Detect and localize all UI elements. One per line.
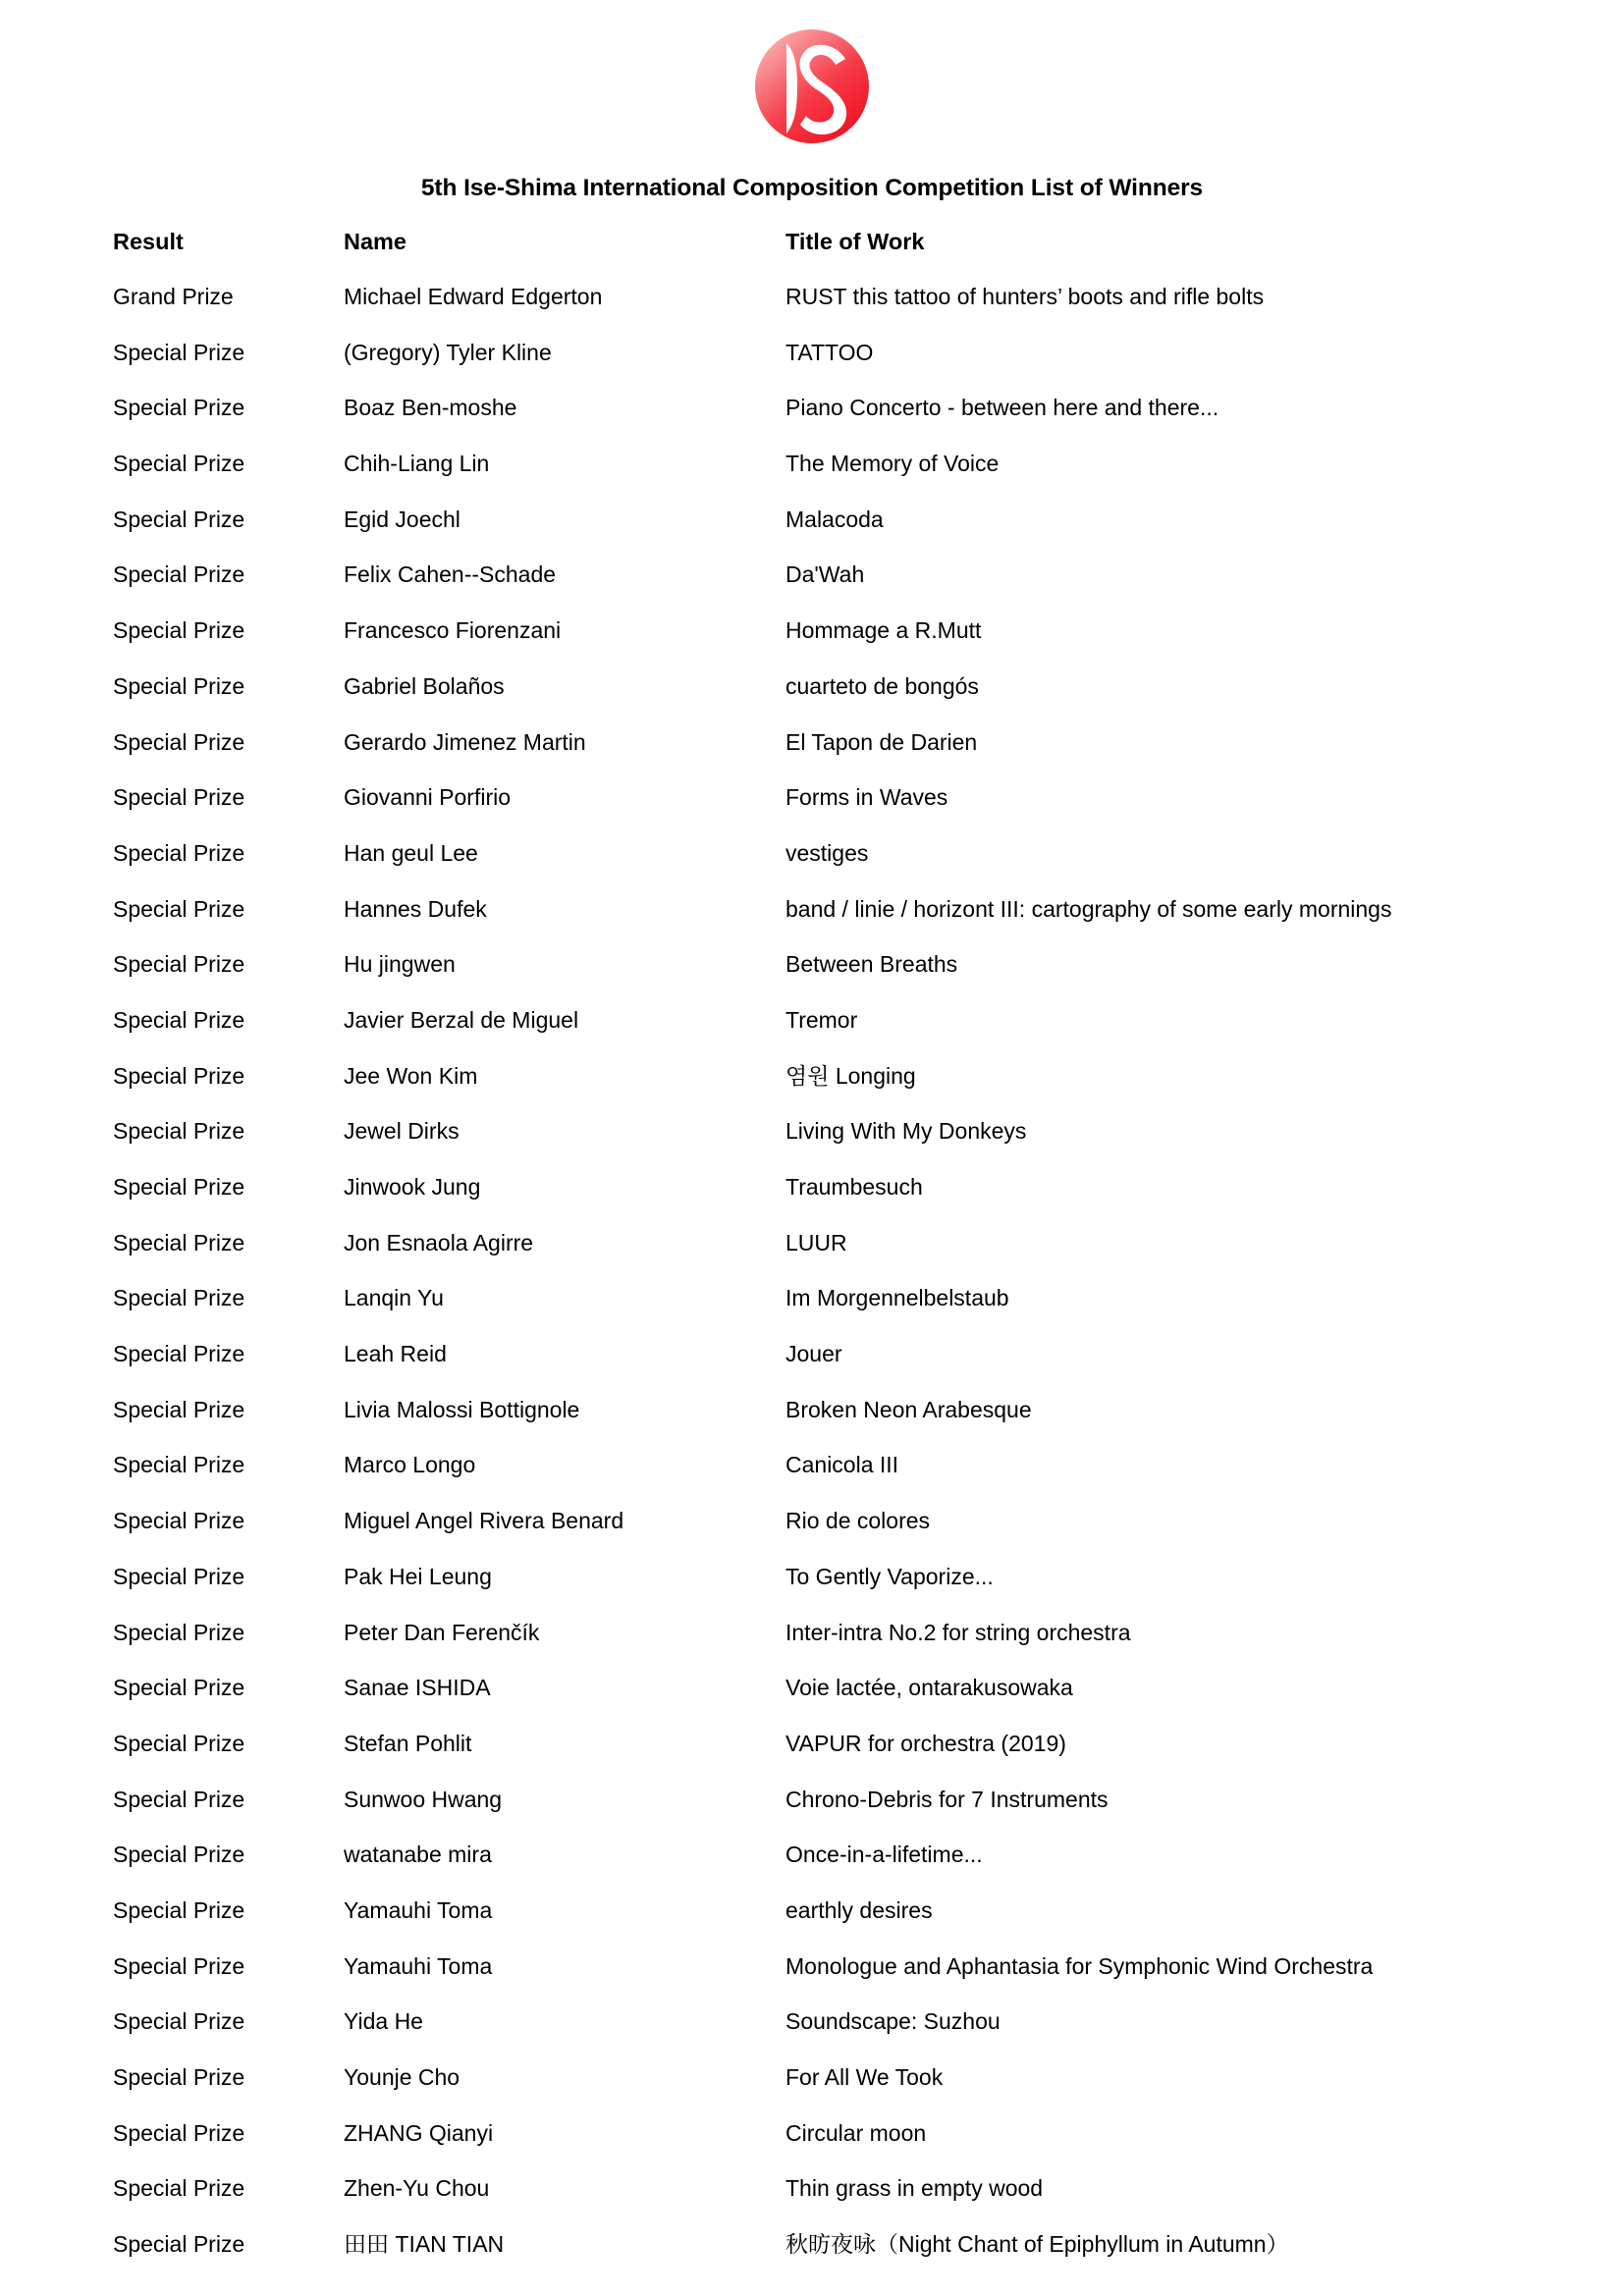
cell-name: Egid Joechl: [344, 506, 460, 532]
cell-name: Leah Reid: [344, 1341, 447, 1367]
table-row: [0, 1340, 1624, 1396]
cell-result: Special Prize: [113, 1006, 245, 1033]
cell-result: Special Prize: [113, 1842, 245, 1868]
column-header-title-of-work: Title of Work: [785, 229, 925, 254]
cell-name: Pak Hei Leung: [344, 1563, 492, 1589]
cell-title-of-work: Jouer: [785, 1341, 842, 1367]
cell-title-of-work: Once-in-a-lifetime...: [785, 1842, 983, 1868]
table-row: [0, 672, 1624, 728]
table-row: [0, 1563, 1624, 1619]
table-row: [0, 1841, 1624, 1896]
cell-result: Special Prize: [113, 451, 245, 477]
cell-title-of-work: LUUR: [785, 1229, 847, 1255]
cell-result: Special Prize: [113, 2064, 245, 2090]
cell-name: (Gregory) Tyler Kline: [344, 339, 552, 365]
table-row: [0, 1730, 1624, 1786]
cell-result: Special Prize: [113, 895, 245, 922]
cell-title-of-work: Forms in Waves: [785, 784, 948, 811]
cell-name: Peter Dan Ferenčík: [344, 1619, 540, 1645]
cell-name: Jee Won Kim: [344, 1062, 478, 1089]
cell-name: Marco Longo: [344, 1452, 476, 1478]
table-row: [0, 1396, 1624, 1452]
cell-result: Special Prize: [113, 1341, 245, 1367]
table-row: [0, 561, 1624, 616]
cell-result: Special Prize: [113, 1675, 245, 1701]
cell-name: ZHANG Qianyi: [344, 2119, 494, 2146]
cell-title-of-work: Living With My Donkeys: [785, 1118, 1027, 1145]
cell-name: Gabriel Bolaños: [344, 672, 505, 699]
cell-name: Hu jingwen: [344, 951, 456, 978]
cell-name: Han geul Lee: [344, 839, 478, 866]
cell-result: Special Prize: [113, 1786, 245, 1812]
table-row: [0, 1117, 1624, 1173]
table-row: [0, 394, 1624, 450]
cell-name: Giovanni Porfirio: [344, 784, 512, 811]
cell-result: Special Prize: [113, 2119, 245, 2146]
cell-result: Special Prize: [113, 506, 245, 532]
table-row: [0, 1896, 1624, 1952]
cell-title-of-work: VAPUR for orchestra (2019): [785, 1730, 1066, 1756]
column-header-result: Result: [113, 229, 184, 254]
cell-name: Jewel Dirks: [344, 1118, 460, 1145]
table-row: [0, 1786, 1624, 1842]
table-row: [0, 283, 1624, 339]
cell-title-of-work: Malacoda: [785, 506, 884, 532]
table-row: [0, 1507, 1624, 1563]
cell-name: Miguel Angel Rivera Benard: [344, 1508, 624, 1534]
table-row: [0, 506, 1624, 561]
cell-name: Francesco Fiorenzani: [344, 617, 562, 644]
cell-name: Stefan Pohlit: [344, 1730, 472, 1756]
cell-title-of-work: El Tapon de Darien: [785, 728, 978, 755]
cell-name: Chih-Liang Lin: [344, 451, 490, 477]
table-row: [0, 895, 1624, 951]
cell-title-of-work: TATTOO: [785, 339, 874, 365]
cell-title-of-work: The Memory of Voice: [785, 451, 1000, 477]
cell-name: Boaz Ben-moshe: [344, 395, 517, 421]
cell-title-of-work: For All We Took: [785, 2064, 944, 2090]
cell-result: Special Prize: [113, 1730, 245, 1756]
cell-title-of-work: Soundscape: Suzhou: [785, 2008, 1001, 2035]
table-row: [0, 1952, 1624, 2008]
cell-result: Special Prize: [113, 1396, 245, 1422]
cell-title-of-work: Hommage a R.Mutt: [785, 617, 982, 644]
cell-result: Special Prize: [113, 1174, 245, 1200]
cell-result: Special Prize: [113, 951, 245, 978]
table-row: [0, 1062, 1624, 1118]
cell-name: 田田 TIAN TIAN: [344, 2231, 505, 2258]
cell-title-of-work: Monologue and Aphantasia for Symphonic Wind Orchestra: [785, 1952, 1374, 1979]
cell-title-of-work: vestiges: [785, 839, 869, 866]
cell-title-of-work: cuarteto de bongós: [785, 672, 979, 699]
table-row: [0, 616, 1624, 672]
cell-name: Zhen-Yu Chou: [344, 2175, 490, 2202]
table-body: [0, 283, 1624, 2286]
cell-result: Special Prize: [113, 1062, 245, 1089]
table-row: [0, 2174, 1624, 2230]
cell-name: Lanqin Yu: [344, 1285, 444, 1311]
cell-result: Grand Prize: [113, 284, 234, 309]
cell-result: Special Prize: [113, 2008, 245, 2035]
cell-name: Yamauhi Toma: [344, 1952, 493, 1979]
cell-title-of-work: Da'Wah: [785, 561, 865, 588]
cell-result: Special Prize: [113, 1619, 245, 1645]
cell-title-of-work: 秋昉夜咏（Night Chant of Epiphyllum in Autumn）: [785, 2231, 1289, 2258]
table-row: [0, 728, 1624, 784]
cell-title-of-work: Tremor: [785, 1006, 858, 1033]
table-row: [0, 1674, 1624, 1730]
cell-title-of-work: Canicola III: [785, 1452, 899, 1478]
table-row: [0, 2063, 1624, 2119]
cell-name: Yida He: [344, 2008, 423, 2035]
cell-result: Special Prize: [113, 1508, 245, 1534]
cell-result: Special Prize: [113, 1285, 245, 1311]
cell-result: Special Prize: [113, 1563, 245, 1589]
cell-title-of-work: Broken Neon Arabesque: [785, 1396, 1032, 1422]
winners-table: [0, 228, 1624, 2286]
table-row: [0, 2119, 1624, 2175]
table-row: [0, 1284, 1624, 1340]
cell-result: Special Prize: [113, 561, 245, 588]
ise-shima-logo-icon: [751, 26, 873, 147]
cell-title-of-work: Piano Concerto - between here and there...: [785, 395, 1219, 421]
cell-result: Special Prize: [113, 395, 245, 421]
table-row: [0, 1619, 1624, 1675]
cell-result: Special Prize: [113, 2231, 245, 2258]
cell-name: Hannes Dufek: [344, 895, 487, 922]
cell-result: Special Prize: [113, 1229, 245, 1255]
cell-result: Special Prize: [113, 784, 245, 811]
cell-title-of-work: Between Breaths: [785, 951, 958, 978]
cell-name: Jinwook Jung: [344, 1174, 481, 1200]
cell-result: Special Prize: [113, 617, 245, 644]
table-row: [0, 839, 1624, 895]
table-row: [0, 1229, 1624, 1285]
cell-name: Yamauhi Toma: [344, 1896, 493, 1923]
cell-title-of-work: Traumbesuch: [785, 1174, 923, 1200]
cell-name: Livia Malossi Bottignole: [344, 1396, 580, 1422]
cell-title-of-work: Thin grass in empty wood: [785, 2175, 1044, 2202]
cell-result: Special Prize: [113, 2175, 245, 2202]
cell-name: watanabe mira: [344, 1842, 492, 1868]
cell-name: Younje Cho: [344, 2064, 460, 2090]
table-row: [0, 783, 1624, 839]
cell-name: Sunwoo Hwang: [344, 1786, 503, 1812]
table-row: [0, 2230, 1624, 2286]
table-header-row: [0, 228, 1624, 283]
cell-name: Sanae ISHIDA: [344, 1675, 491, 1701]
cell-result: Special Prize: [113, 1452, 245, 1478]
cell-result: Special Prize: [113, 728, 245, 755]
cell-name: Michael Edward Edgerton: [344, 284, 603, 309]
cell-title-of-work: Inter-intra No.2 for string orchestra: [785, 1619, 1131, 1645]
cell-name: Felix Cahen--Schade: [344, 561, 557, 588]
cell-title-of-work: Im Morgennelbelstaub: [785, 1285, 1009, 1311]
table-row: [0, 950, 1624, 1006]
cell-title-of-work: Voie lactée, ontarakusowaka: [785, 1675, 1073, 1701]
cell-result: Special Prize: [113, 839, 245, 866]
cell-result: Special Prize: [113, 1118, 245, 1145]
cell-title-of-work: band / linie / horizont III: cartography of some early mornings: [785, 895, 1392, 922]
logo-container: [0, 26, 1624, 147]
table-row: [0, 1006, 1624, 1062]
cell-result: Special Prize: [113, 339, 245, 365]
cell-title-of-work: To Gently Vaporize...: [785, 1563, 994, 1589]
cell-result: Special Prize: [113, 1896, 245, 1923]
cell-title-of-work: 염원 Longing: [785, 1062, 916, 1089]
cell-title-of-work: Chrono-Debris for 7 Instruments: [785, 1786, 1109, 1812]
table-row: [0, 339, 1624, 395]
cell-name: Javier Berzal de Miguel: [344, 1006, 579, 1033]
cell-result: Special Prize: [113, 672, 245, 699]
cell-title-of-work: Circular moon: [785, 2119, 927, 2146]
cell-title-of-work: Rio de colores: [785, 1508, 931, 1534]
table-row: [0, 450, 1624, 506]
table-row: [0, 2007, 1624, 2063]
cell-title-of-work: RUST this tattoo of hunters’ boots and rifle bolts: [785, 284, 1265, 309]
table-row: [0, 1451, 1624, 1507]
table-row: [0, 1173, 1624, 1229]
cell-title-of-work: earthly desires: [785, 1896, 933, 1923]
column-header-name: Name: [344, 229, 407, 254]
cell-result: Special Prize: [113, 1952, 245, 1979]
page-title: 5th Ise-Shima International Composition Competition List of Winners: [420, 175, 1204, 201]
cell-name: Jon Esnaola Agirre: [344, 1229, 534, 1255]
cell-name: Gerardo Jimenez Martin: [344, 728, 586, 755]
